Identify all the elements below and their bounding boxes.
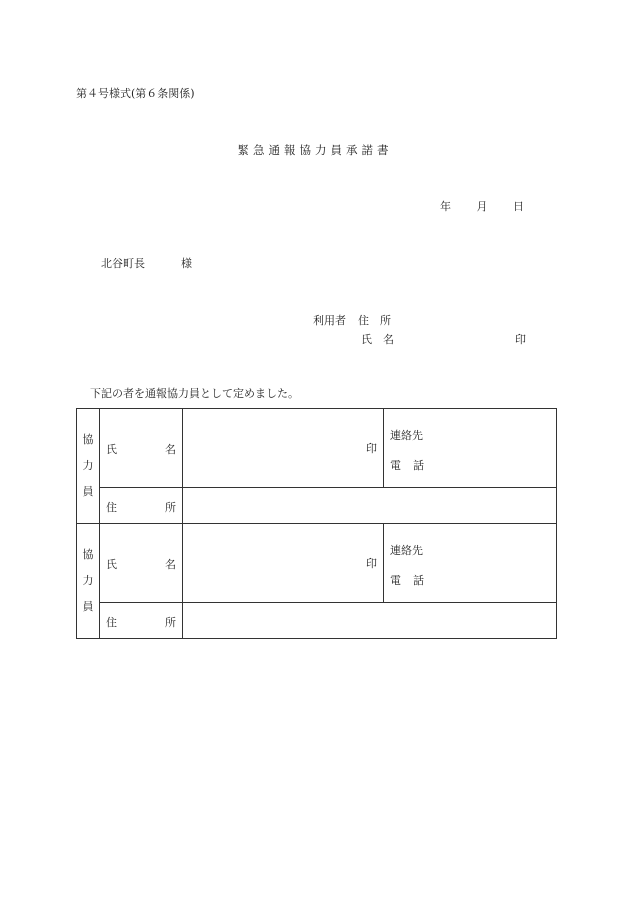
helper-1-name-label: 氏 名 <box>100 409 183 488</box>
addressee-name: 北谷町長 <box>101 257 145 270</box>
addressee <box>101 255 192 271</box>
user-name-label: 氏 名 <box>361 333 394 346</box>
statement: 下記の者を通報協力員として定めました。 <box>90 387 299 400</box>
helper-2-phone-label: 電 話 <box>390 574 424 587</box>
document-title: 緊急通報協力員承諾書 <box>237 143 393 157</box>
form-number: 第４号様式(第６条関係) <box>76 87 195 100</box>
date-month: 月 <box>476 200 488 213</box>
helper-1-contact[interactable] <box>384 409 557 488</box>
user-seal: 印 <box>515 333 526 346</box>
user-label: 利用者 <box>313 314 346 327</box>
addressee-suffix: 様 <box>181 257 192 270</box>
helper-1-contact-label: 連絡先 <box>390 429 423 442</box>
helper-2-seal: 印 <box>366 557 377 570</box>
helper-2-contact[interactable] <box>384 524 557 603</box>
date-day: 日 <box>513 200 524 213</box>
helper-2-address-field[interactable] <box>183 603 557 639</box>
helper-1-seal: 印 <box>366 442 377 455</box>
helper-1-address-row <box>77 488 557 524</box>
helper-2-address-label: 住 所 <box>100 603 183 639</box>
helper-1-address-label: 住 所 <box>100 488 183 524</box>
date-row <box>440 198 524 214</box>
helper-2-name-row <box>77 524 557 603</box>
helper-1-phone-label: 電 話 <box>390 459 424 472</box>
helper-2-name-label: 氏 名 <box>100 524 183 603</box>
helper-1-address-field[interactable] <box>183 488 557 524</box>
helper-2-contact-label: 連絡先 <box>390 544 423 557</box>
user-address-label: 住 所 <box>358 314 391 327</box>
user-address-row <box>313 312 391 328</box>
user-name-row <box>361 331 526 347</box>
helper-2-address-row <box>77 603 557 639</box>
helper-1-name-row <box>77 409 557 488</box>
date-year: 年 <box>440 200 451 213</box>
helper-2-group-label: 協 力 員 <box>77 524 100 639</box>
helper-2-name-field[interactable] <box>183 524 384 603</box>
helpers-table <box>76 408 557 639</box>
helper-1-group-label: 協 力 員 <box>77 409 100 524</box>
helper-1-name-field[interactable] <box>183 409 384 488</box>
